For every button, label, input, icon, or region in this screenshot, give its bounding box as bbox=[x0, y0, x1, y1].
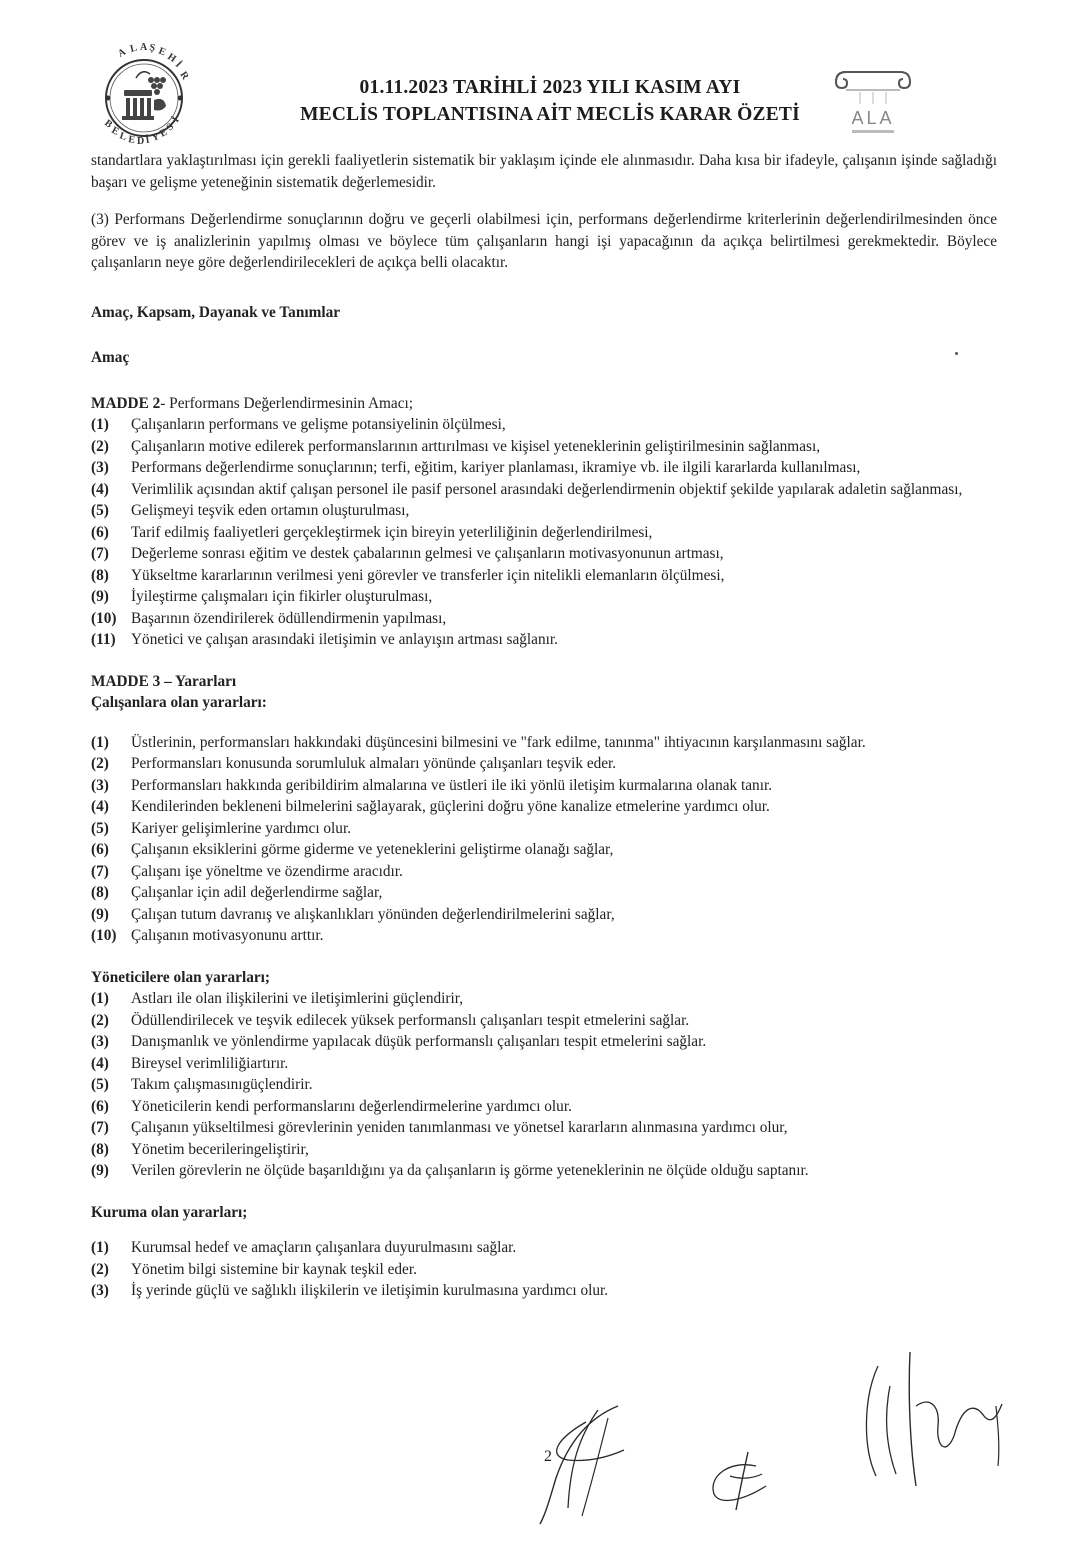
list-item: (10) Çalışanın motivasyonunu arttır. bbox=[91, 927, 324, 944]
yonetici-heading: Yöneticilere olan yararları; bbox=[91, 968, 270, 986]
list-item: (4) Verimlilik açısından aktif çalışan personel ile pasif personel arasındaki değerlendirmenin objektif şekilde yapılarak adaletin sağlanması, bbox=[91, 480, 963, 498]
section-heading: Amaç, Kapsam, Dayanak ve Tanımlar bbox=[91, 303, 341, 321]
svg-text:E: E bbox=[156, 45, 168, 59]
title-line-2: MECLİS TOPLANTISINA AİT MECLİS KARAR ÖZETİ bbox=[300, 104, 800, 125]
svg-text:D: D bbox=[137, 136, 145, 147]
madde-2-heading bbox=[91, 393, 997, 415]
list-item: (5) Takım çalışmasınıgüçlendirir. bbox=[91, 1076, 313, 1093]
kurum-list bbox=[91, 1237, 997, 1302]
madde-3-heading: MADDE 3 – Yararları bbox=[91, 672, 237, 690]
svg-text:E: E bbox=[109, 124, 121, 138]
list-item: (9) Verilen görevlerin ne ölçüde başarıldığını ya da çalışanların iş görme yeteneklerinin ne ölçüde olduğu saptanır. bbox=[91, 1162, 809, 1179]
svg-text:H: H bbox=[165, 51, 178, 65]
list-item: (8) Yükseltme kararlarının verilmesi yeni görevler ve transferler için nitelikli elemanların ölçülmesi, bbox=[91, 566, 725, 584]
madde-2-list bbox=[91, 414, 997, 651]
list-item: (5) Kariyer gelişimlerine yardımcı olur. bbox=[91, 819, 352, 837]
list-item: (6) Yöneticilerin kendi performanslarını değerlendirmelerine yardımcı olur. bbox=[91, 1097, 572, 1115]
list-item: (3) Performans değerlendirme sonuçlarının; terfi, eğitim, kariyer planlaması, ikramiye vb. ile ilgili kararlarda kullanılması, bbox=[91, 459, 861, 476]
svg-text:R: R bbox=[177, 69, 191, 82]
list-item: (7) Çalışanın yükseltilmesi görevlerinin yeniden tanımlanması ve yönetsel kararların alınmasına yardımcı olur, bbox=[91, 1119, 788, 1136]
list-item: (4) Bireysel verimliliğiartırır. bbox=[91, 1054, 289, 1072]
ala-logo-text: ALA bbox=[851, 108, 895, 128]
intro-paragraph-1: standartlara yaklaştırılması için gerekli faaliyetlerin sistematik bir yaklaşım içinde ele alınmasıdır. Daha kısa bir ifadeyle, çalışanın işinde sağladığı başarı ve gelişme yeteneğinin sistematik değerlemesidir. bbox=[91, 152, 997, 191]
signature-3 bbox=[850, 1346, 1010, 1496]
list-item: (3) İş yerinde güçlü ve sağlıklı ilişkilerin ve iletişimin kurulmasına yardımcı olur. bbox=[91, 1282, 609, 1299]
svg-text:İ: İ bbox=[170, 115, 182, 125]
list-item: (3) Danışmanlık ve yönlendirme yapılacak düşük performanslı çalışanları tespit etmelerini sağlar. bbox=[91, 1033, 707, 1050]
list-item: (7) Çalışanı işe yöneltme ve özendirme aracıdır. bbox=[91, 862, 403, 880]
list-item: (7) Değerleme sonrası eğitim ve destek çabalarının gelmesi ve çalışanların motivasyonunun artması, bbox=[91, 545, 724, 562]
svg-text:İ: İ bbox=[172, 59, 184, 70]
svg-text:L: L bbox=[129, 42, 139, 55]
document-body bbox=[91, 150, 997, 1302]
list-item: (6) Çalışanın eksiklerini görme giderme ve yeteneklerini geliştirme olanağı sağlar, bbox=[91, 841, 614, 858]
list-item: (1) Üstlerinin, performansları hakkındaki düşüncesini bilmesini ve "fark edilme, tanınma" ihtiyacının karşılanmasını sağlar. bbox=[91, 733, 866, 751]
list-item: (2) Ödüllendirilecek ve teşvik edilecek yüksek performanslı çalışanları tespit etmelerini sağlar. bbox=[91, 1011, 690, 1029]
title-line-1: 01.11.2023 TARİHLİ 2023 YILI KASIM AYI bbox=[359, 77, 741, 98]
svg-text:İ: İ bbox=[144, 134, 151, 146]
list-item: (1) Çalışanların performans ve gelişme potansiyelinin ölçülmesi, bbox=[91, 416, 506, 433]
list-item: (6) Tarif edilmiş faaliyetleri gerçekleştirmek için bireyin yeterliliğinin değerlendirilmesi, bbox=[91, 523, 653, 541]
svg-text:S: S bbox=[164, 121, 177, 134]
madde-2-title: - Performans Değerlendirmesinin Amacı; bbox=[160, 394, 414, 412]
svg-text:Y: Y bbox=[150, 131, 161, 144]
list-item: (5) Gelişmeyi teşvik eden ortamın oluşturulması, bbox=[91, 502, 410, 519]
madde-2-label: MADDE 2 bbox=[91, 394, 161, 412]
list-item: (2) Performansları konusunda sorumluluk almaları yönünde çalışanları teşvik eder. bbox=[91, 755, 617, 772]
yonetici-list bbox=[91, 988, 997, 1182]
list-item: (3) Performansları hakkında geribildirim almalarına ve üstleri ile iki yönlü iletişim kurmalarına olanak tanır. bbox=[91, 776, 773, 794]
document-title bbox=[250, 74, 850, 128]
amac-heading: Amaç bbox=[91, 349, 130, 366]
list-item: (9) Çalışan tutum davranış ve alışkanlıkları yönünden değerlendirilmelerini sağlar, bbox=[91, 905, 615, 923]
svg-text:E: E bbox=[158, 126, 170, 140]
svg-text:L: L bbox=[118, 130, 128, 143]
svg-text:Ş: Ş bbox=[148, 42, 156, 54]
signature-2 bbox=[700, 1446, 780, 1516]
svg-text:B: B bbox=[102, 117, 115, 131]
svg-text:A: A bbox=[116, 46, 128, 60]
list-item: (4) Kendilerinden bekleneni bilmelerini sağlayarak, güçlerini doğru yöne kanalize etmelerine yardımcı olur. bbox=[91, 798, 770, 815]
list-item: (2) Yönetim bilgi sistemine bir kaynak teşkil eder. bbox=[91, 1260, 417, 1278]
list-item: (1) Kurumsal hedef ve amaçların çalışanlara duyurulmasını sağlar. bbox=[91, 1239, 517, 1256]
list-item: (1) Astları ile olan ilişkilerini ve iletişimlerini güçlendirir, bbox=[91, 990, 464, 1007]
list-item: (9) İyileştirme çalışmaları için fikirler oluşturulması, bbox=[91, 588, 433, 605]
document-header bbox=[0, 40, 1092, 160]
ala-column-logo bbox=[832, 68, 914, 138]
intro-paragraph-2: (3) Performans Değerlendirme sonuçlarının doğru ve geçerli olabilmesi için, performans değerlendirme kriterlerinin değerlendirilmesinden önce görev ve iş analizlerinin yapılmış olması ve böylece tüm çalışanların hangi işi yapacağının da açıkça belirtilmesi gerekmektedir. Böylece çalışanların neye göre değerlendirilecekleri de açıkça belli olacaktır. bbox=[91, 211, 997, 271]
list-item: (11) Yönetici ve çalışan arasındaki iletişimin ve anlayışın artması sağlanır. bbox=[91, 631, 558, 648]
calisan-list bbox=[91, 732, 997, 947]
calisan-heading: Çalışanlara olan yararları: bbox=[91, 694, 267, 711]
svg-text:E: E bbox=[127, 134, 136, 146]
list-item: (2) Çalışanların motive edilerek performanslarının arttırılması ve kişisel yeteneklerinin geliştirilmesinin sağlanması, bbox=[91, 437, 821, 455]
municipality-seal-logo bbox=[88, 42, 200, 154]
kurum-heading: Kuruma olan yararları; bbox=[91, 1203, 248, 1221]
signature-1 bbox=[528, 1398, 628, 1528]
list-item: (8) Çalışanlar için adil değerlendirme sağlar, bbox=[91, 884, 383, 901]
svg-text:A: A bbox=[140, 42, 148, 53]
list-item: (8) Yönetim becerileringeliştirir, bbox=[91, 1140, 309, 1158]
list-item: (10) Başarının özendirilerek ödüllendirmenin yapılması, bbox=[91, 609, 447, 627]
page-number: 2 bbox=[544, 1448, 552, 1465]
